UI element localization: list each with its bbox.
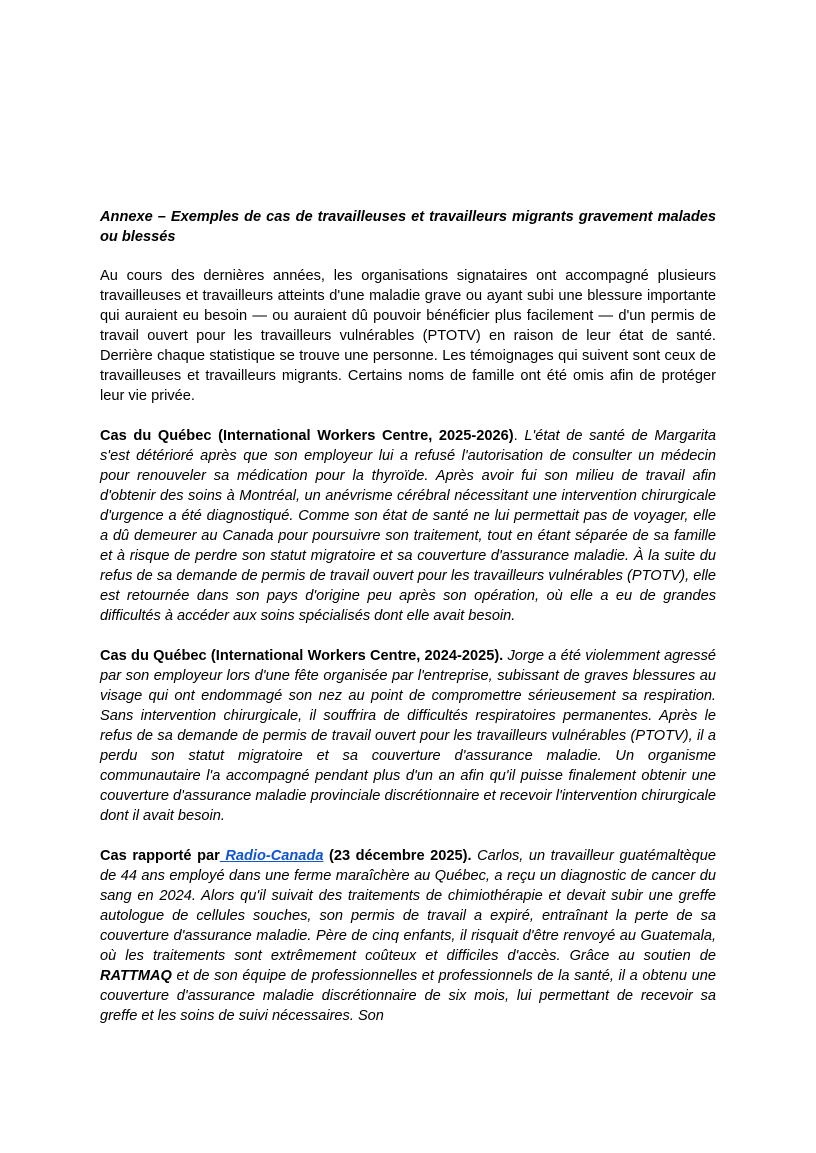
case-date: (23 décembre 2025).: [323, 848, 472, 864]
case-paragraph-jorge: [100, 646, 716, 826]
case-lead: Cas du Québec (International Workers Centre, 2025-2026): [100, 428, 514, 444]
case-lead-separator: .: [513, 428, 525, 444]
radio-canada-link[interactable]: Radio-Canada: [219, 848, 324, 864]
annex-heading: Annexe – Exemples de cas de travailleuses et travailleurs migrants gravement malades ou blessés: [100, 209, 716, 245]
case-body-after: et de son équipe de professionnelles et professionnels de la santé, il a obtenu une couverture d'assurance maladie discrétionnaire de six mois, lui permettant de recevoir sa greffe et les soins de suivi nécessaires. Son: [100, 968, 716, 1024]
case-paragraph-carlos: [100, 846, 716, 1026]
case-body-before: Carlos, un travailleur guatémaltèque de 44 ans employé dans une ferme maraîchère au Québec, a reçu un diagnostic de cancer du sang en 2024. Alors qu'il suivait des traitements de chimiothérapie et devait subir une greffe autologue de cellules souches, son permis de travail a expiré, entraînant la perte de sa couverture d'assurance maladie. Père de cinq enfants, il risquait d'être renvoyé au Guatemala, où les traitements sont extrêmement coûteux et difficiles d'accès. Grâce au soutien de: [100, 848, 717, 964]
case-body: Jorge a été violemment agressé par son employeur lors d'une fête organisée par l'entreprise, subissant de graves blessures au visage qui ont endommagé son nez au point de compromettre sérieusement sa respiration. Sans intervention chirurgicale, il souffrira de difficultés respiratoires permanentes. Après le refus de sa demande de permis de travail ouvert pour les travailleurs vulnérables (PTOTV), il a perdu son statut migratoire et sa couverture d'assurance maladie. Un organisme communautaire l'a accompagné pendant plus d'un an afin qu'il puisse finalement obtenir une couverture d'assurance maladie provinciale discrétionnaire et recevoir l'intervention chirurgicale dont il avait besoin.: [100, 648, 716, 824]
case-body: L'état de santé de Margarita s'est détérioré après que son employeur lui a refusé l'autorisation de consulter un médecin pour renouveler sa médication pour la thyroïde. Après avoir fui son milieu de travail afin d'obtenir des soins à Montréal, un anévrisme cérébral nécessitant une intervention chirurgicale d'urgence a été diagnostiqué. Comme son état de santé ne lui permettait pas de voyager, elle a dû demeurer au Canada pour poursuivre son traitement, tout en étant séparée de sa famille et à risque de perdre son statut migratoire et sa couverture d'assurance maladie. À la suite du refus de sa demande de permis de travail ouvert pour les travailleurs vulnérables (PTOTV), elle est retournée dans son pays d'origine peu après son opération, où elle a eu de grandes difficultés à accéder aux soins spécialisés dont elle avait besoin.: [100, 428, 717, 624]
intro-paragraph: Au cours des dernières années, les organisations signataires ont accompagné plusieurs travailleuses et travailleurs atteints d'une maladie grave ou ayant subi une blessure importante qui auraient eu besoin — ou auraient dû pouvoir bénéficier plus facilement — d'un permis de travail ouvert pour les travailleurs vulnérables (PTOTV) en raison de leur état de santé. Derrière chaque statistique se trouve une personne. Les témoignages qui suivent sont ceux de travailleuses et travailleurs migrants. Certains noms de famille ont été omis afin de protéger leur vie privée.: [100, 268, 716, 404]
case-lead: Cas rapporté par: [100, 848, 220, 864]
org-name-rattmaq: RATTMAQ: [100, 968, 172, 984]
case-lead: Cas du Québec (International Workers Centre, 2024-2025).: [100, 648, 504, 664]
case-paragraph-margarita: [100, 426, 716, 626]
